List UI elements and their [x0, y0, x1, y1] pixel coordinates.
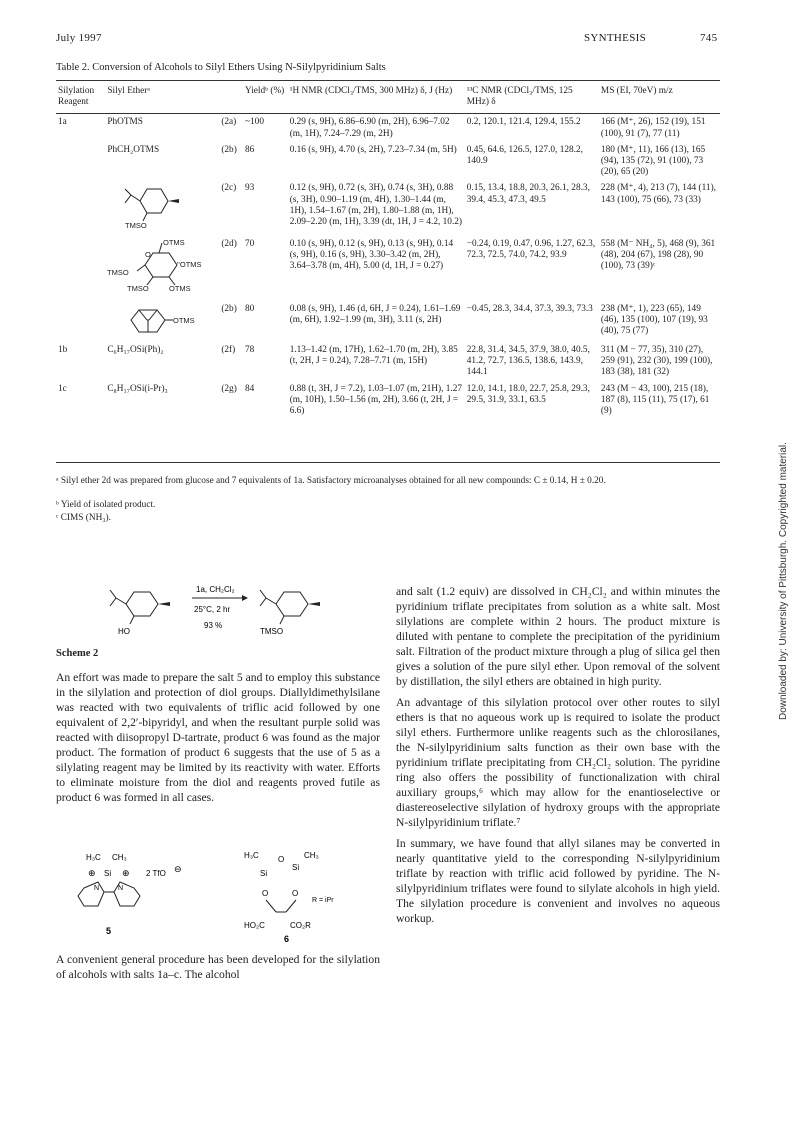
ms-cell: 180 (M⁺, 11), 166 (13), 165 (94), 135 (72), 91 (100), 73 (20), 65 (20)	[600, 144, 706, 178]
compound-cell: (2d)	[221, 238, 237, 249]
right-para-1: and salt (1.2 equiv) are dissolved in CH₂Cl₂ and within minutes the pyridinium triflate precipitates from solution as a white salt. Most silylations are complete within 2 hours. The product mixture is diluted with pentane to complete the precipitation of the pyridinium salt. Filtration of the product mixture through a plug of silica gel then gives a solution of the pure silyl ether. Upon removal of the solvent by distillation, the silyl ethers are obtained in high purity.	[396, 585, 720, 688]
svg-text:HO₂C: HO₂C	[244, 921, 265, 930]
compound-6-structure-icon	[244, 851, 334, 944]
cnmr-cell: 22.8, 31.4, 34.5, 37.9, 38.0, 40.5, 41.2, 72.7, 136.5, 138.6, 143.9, 144.1	[466, 345, 590, 378]
table-caption: Table 2. Conversion of Alcohols to Silyl Ethers Using N-Silylpyridinium Salts	[56, 62, 386, 73]
otms-right-label: ''OTMS	[177, 259, 202, 269]
ms-cell: 228 (M⁺, 4), 213 (7), 144 (11), 143 (100), 75 (66), 73 (33)	[600, 183, 716, 205]
otms-adamantyl-label: OTMS	[173, 315, 195, 325]
compound-5-structure-icon	[78, 853, 182, 936]
svg-text:⊕: ⊕	[122, 868, 130, 878]
yield-cell: 93	[245, 183, 255, 194]
table-row	[56, 140, 720, 179]
download-watermark: Downloaded by: University of Pittsburgh. Copyrighted material.	[778, 442, 789, 720]
menthyl-tms-product-icon	[260, 590, 320, 636]
table-row	[56, 112, 720, 139]
svg-text:Si: Si	[260, 869, 268, 878]
reagent-cell	[56, 140, 105, 179]
right-para-2: An advantage of this silylation protocol over other routes to silyl ethers is that no aqueous work up is required to isolate the product silyl ethers. Furthermore unlike reagents such as the chlorosilanes, the N-silylpyridinium salts function as their own base with the pyridinium triflate precipitating from CH₂Cl₂ solution. The pyridine ring also offers the possibility of functionalization with chiral auxiliary groups,⁶ which may allow for the enantioselective or diastereoselective silylation of hydroxy groups with the appropriate N-silylpyridinium triflate.⁷	[396, 696, 720, 829]
compound-cell: (2a)	[221, 117, 237, 128]
yield-cell: 80	[245, 303, 255, 314]
footnote-c: ᶜ CIMS (NH₃).	[56, 513, 111, 523]
reagent-cell: 1b	[58, 345, 68, 356]
left-column-para-2: A convenient general procedure has been developed for the silylation of alcohols with salts 1a–c. The alcohol	[56, 953, 380, 981]
ms-cell: 243 (M − 43, 100), 215 (18), 187 (8), 115 (11), 75 (17), 61 (9)	[600, 383, 710, 417]
yield-cell: 84	[245, 383, 255, 394]
table-row	[56, 178, 720, 233]
svg-text:Si: Si	[292, 863, 300, 872]
scheme-label: Scheme 2	[56, 648, 99, 659]
ether-structure-menthyl	[105, 178, 219, 233]
svg-text:Si: Si	[104, 869, 112, 878]
compound-5-number: 5	[106, 926, 112, 936]
reagent-cell: 1a	[58, 117, 67, 128]
col-header-ether: Silyl Etherᵃ	[107, 86, 150, 96]
compounds-5-6	[64, 848, 364, 946]
ms-cell: 238 (M⁺, 1), 223 (65), 149 (46), 135 (100), 107 (19), 93 (40), 75 (77)	[600, 303, 708, 337]
cnmr-cell: −0.45, 28.3, 34.4, 37.3, 39.3, 73.3	[466, 303, 593, 314]
ether-cell: PhCH₂OTMS	[107, 144, 160, 155]
col-header-reagent: Silylation Reagent	[58, 86, 95, 108]
hnmr-cell: 0.12 (s, 9H), 0.72 (s, 3H), 0.74 (s, 3H), 0.88 (s, 3H), 0.90–1.19 (m, 4H), 1.30–1.44 (m, 1H), 1.54–1.67 (m, 2H), 1.80–1.88 (m, 1H), 2.09–2.20 (m, 1H), 3.39 (dt, 1H, J = 4.2, 10.2)	[289, 183, 463, 228]
footnote-b: ᵇ Yield of isolated product.	[56, 500, 156, 510]
compound-cell: (2b)	[221, 303, 237, 314]
right-column	[396, 584, 720, 932]
hnmr-cell: 0.29 (s, 9H), 6.86–6.90 (m, 2H), 6.96–7.02 (m, 1H), 7.24–7.29 (m, 2H)	[289, 117, 450, 139]
tmso-product-label: TMSO	[260, 627, 284, 636]
hnmr-cell: 0.10 (s, 9H), 0.12 (s, 9H), 0.13 (s, 9H), 0.14 (s, 9H), 0.16 (s, 9H), 3.30–3.42 (m, 2H), 3.64–3.78 (m, 4H), 5.00 (d, 1H, J = 0.27)	[289, 238, 454, 272]
scheme-conditions-bottom: 25°C, 2 hr	[194, 605, 231, 614]
scheme-yield: 93 %	[204, 621, 223, 630]
table-row	[56, 234, 720, 299]
hnmr-cell: 0.16 (s, 9H), 4.70 (s, 2H), 7.23–7.34 (m, 5H)	[289, 144, 457, 155]
menthyl-tms-structure-icon	[107, 183, 195, 229]
header-page-number: 745	[700, 32, 718, 44]
cnmr-cell: 0.45, 64.6, 126.5, 127.0, 128.2, 140.9	[466, 144, 583, 167]
svg-text:⊖: ⊖	[174, 864, 182, 874]
yield-cell: 70	[245, 238, 255, 249]
col-header-yield: Yieldᵇ (%)	[245, 86, 285, 96]
compound-6-number: 6	[284, 934, 290, 944]
cnmr-cell: 12.0, 14.1, 18.0, 22.7, 25.8, 29.3, 29.5, 31.9, 33.1, 63.5	[466, 383, 590, 405]
table-top-rule	[56, 80, 720, 81]
ether-cell: C₈H₁₇OSi(i-Pr)₃	[107, 383, 168, 394]
svg-text:CH₃: CH₃	[112, 853, 127, 862]
svg-text:O: O	[292, 889, 299, 898]
otms-top-label: OTMS	[163, 238, 185, 247]
ether-cell: C₆H₁₇OSi(Ph)₂	[107, 345, 164, 356]
svg-text:CH₃: CH₃	[304, 851, 319, 860]
header-date: July 1997	[56, 32, 102, 44]
ether-cell: PhOTMS	[107, 117, 143, 128]
reagent-cell	[56, 299, 105, 340]
footnote-a: ᵃ Silyl ether 2d was prepared from glucose and 7 equivalents of 1a. Satisfactory microanalyses obtained for all new compounds: C ± 0.14, H ± 0.20.	[56, 476, 606, 486]
svg-text:N: N	[94, 885, 100, 892]
svg-text:H₃C: H₃C	[86, 853, 101, 862]
table-header-row	[56, 86, 720, 112]
svg-text:N: N	[118, 885, 124, 892]
col-header-hnmr: ¹H NMR (CDCl₃/TMS, 300 MHz) δ, J (Hz)	[289, 86, 453, 96]
table-row	[56, 379, 720, 418]
ms-cell: 311 (M − 77, 35), 310 (27), 259 (91), 232 (30), 199 (100), 183 (38), 181 (32)	[600, 345, 713, 378]
right-para-3: In summary, we have found that allyl silanes may be converted in nearly quantitative yield to the corresponding N-silylpyridinium triflate by reaction with triflic acid followed by pyridine. The N-silylpyridinium triflates were found to silylate alcohols in high yield. The silylation procedure is convenient and involves no aqueous workup.	[396, 837, 720, 925]
cnmr-cell: 0.15, 13.4, 18.8, 20.3, 26.1, 28.3, 39.4, 45.3, 47.3, 49.5	[466, 183, 590, 205]
ether-structure-adamantyl	[105, 299, 219, 340]
adamantyl-tms-structure-icon	[107, 304, 217, 336]
col-header-cnmr: ¹³C NMR (CDCl₃/TMS, 125 MHz) δ	[466, 86, 573, 108]
col-header-ms: MS (EI, 70eV) m/z	[600, 86, 673, 96]
ms-cell: 558 (M⁻ NH₄, 5), 468 (9), 361 (48), 204 (67), 198 (28), 90 (100), 73 (39)ᶜ	[600, 238, 716, 272]
silyl-ether-table	[56, 86, 720, 417]
svg-text:2 TfO: 2 TfO	[146, 869, 166, 878]
table-row	[56, 340, 720, 379]
table-bottom-rule	[56, 462, 720, 463]
cnmr-cell: 0.2, 120.1, 121.4, 129.4, 155.2	[466, 117, 581, 128]
reagent-cell	[56, 234, 105, 299]
header-journal: SYNTHESIS	[584, 32, 646, 44]
tmso-label: TMSO	[125, 221, 147, 230]
compound-cell: (2b)	[221, 144, 237, 155]
table-row	[56, 299, 720, 340]
hnmr-cell: 1.13–1.42 (m, 17H), 1.62–1.70 (m, 2H), 3.85 (t, 2H, J = 0.24), 7.28–7.71 (m, 15H)	[289, 345, 458, 367]
hnmr-cell: 0.08 (s, 9H), 1.46 (d, 6H, J = 0.24), 1.61–1.69 (m, 6H), 1.92–1.99 (m, 3H), 3.11 (s, 2H)	[289, 303, 461, 326]
svg-text:O: O	[278, 855, 285, 864]
svg-text:O: O	[262, 889, 269, 898]
otms-bottom-label: OTMS	[169, 283, 191, 293]
yield-cell: 86	[245, 144, 255, 155]
ms-cell: 166 (M⁺, 26), 152 (19), 151 (100), 91 (7), 77 (11)	[600, 117, 706, 139]
svg-text:O: O	[145, 249, 152, 259]
svg-text:CO₂R: CO₂R	[290, 921, 311, 930]
ho-label: HO	[118, 627, 130, 636]
hnmr-cell: 0.88 (t, 3H, J = 7.2), 1.03–1.07 (m, 21H), 1.27 (m, 10H), 1.50–1.56 (m, 2H), 3.66 (t, 2H, J = 6.6)	[289, 383, 463, 417]
left-column-para-1: An effort was made to prepare the salt 5 and to employ this substance in the silylation and protection of diol groups. Diallyldimethylsilane was reacted with two equivalents of triflic acid followed by one equivalent of 2,2′-bipyridyl, and when the resultant purple solid was reacted with diisopropyl D-tartrate, product 6 was found as the major product. The formation of product 6 suggests that the use of 5 as a silylating reagent may be limited by its reactivity with water. Efforts to eliminate moisture from the diol and reagents proved futile as product 6 was formed in all cases.	[56, 671, 380, 804]
ether-structure-glucose	[105, 234, 219, 299]
yield-cell: 78	[245, 345, 255, 356]
yield-cell: ~100	[245, 117, 264, 128]
scheme-2-reaction	[100, 580, 340, 640]
compound-cell: (2c)	[221, 183, 237, 194]
compound-cell: (2f)	[221, 345, 236, 356]
cnmr-cell: −0.24, 0.19, 0.47, 0.96, 1.27, 62.3, 72.3, 72.5, 74.0, 74.2, 93.9	[466, 238, 596, 260]
svg-text:R = iPr: R = iPr	[312, 897, 334, 904]
compound-cell: (2g)	[221, 383, 237, 394]
svg-text:H₃C: H₃C	[244, 851, 259, 860]
tmso-bottom-label: TMSO	[127, 283, 149, 293]
svg-text:⊕: ⊕	[88, 868, 96, 878]
tmso-left-label: TMSO	[107, 267, 129, 277]
scheme-conditions-top: 1a, CH₂Cl₂	[196, 585, 235, 594]
glucose-tms-structure-icon	[107, 239, 217, 295]
reagent-cell: 1c	[58, 383, 67, 394]
menthol-structure-icon	[110, 590, 170, 636]
reagent-cell	[56, 178, 105, 233]
